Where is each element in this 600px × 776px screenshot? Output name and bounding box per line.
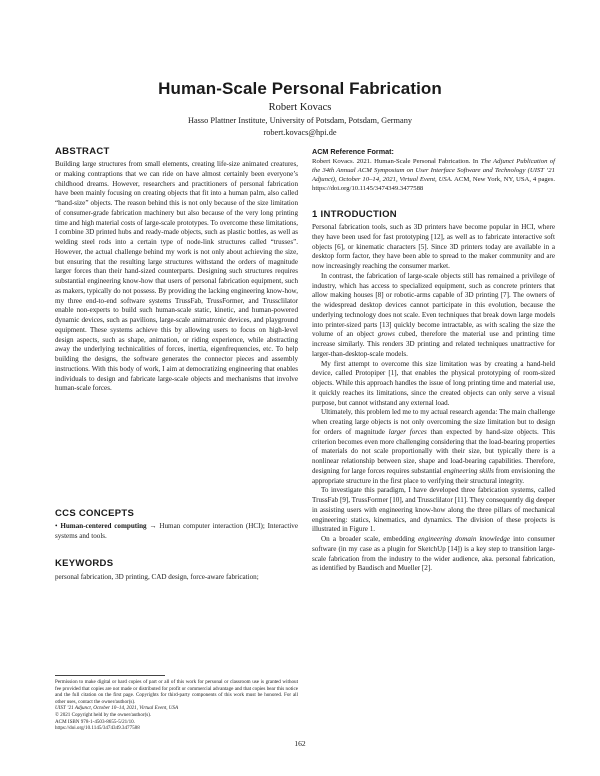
intro-paragraph-5: To investigate this paradigm, I have developed three fabrication systems, called TrussFab [9], TrussFormer [10], and Trussclilator [11]. They consequently dig deeper in assisting users with engineering know-how along the three pillars of mechanical engineering: statics, kinematics, and dynamics. The division of these projects is illustrated in Figure 1. bbox=[312, 486, 555, 534]
ccs-concepts bbox=[55, 522, 298, 542]
acm-reference-body bbox=[312, 158, 555, 194]
keywords-body bbox=[55, 573, 298, 583]
permission-footnote bbox=[55, 679, 298, 732]
intro-paragraph-4: Ultimately, this problem led me to my actual research agenda: The main challenge when creating large objects is not only overcoming the size limitation but to design for orders of magnitude larger forces than expected by hand-size objects. This criterion becomes even more challenging considering that the load-bearing properties of materials do not scale proportionally with their size, but typically there is a nonlinear relationship between size, shape and load-bearing capabilities. Therefore, designing for large forces requires substantial engineering skills from envisioning the appropriate structure in the first place to verifying their structural integrity. bbox=[312, 408, 555, 485]
keywords-text: personal fabrication, 3D printing, CAD design, force-aware fabrication; bbox=[55, 573, 259, 581]
ccs-concept-main: Human-centered computing bbox=[60, 522, 147, 530]
intro-paragraph-2: In contrast, the fabrication of large-scale objects still has remained a privilege of industry, which has access to specialized equipment, such as concrete printers that allow making houses [8] or robotic-arms capable of 3D printing [7]. The owners of the widespread desktop devices cannot participate in this evolution, because the underlying technology does not scale. Even techniques that break down large models into printer-sized parts [13] quickly become intractable, as with scaling the size the volume of an object grows cubed, therefore the material use and printing time increase similarly. This renders 3D printing and related techniques unattractive for larger-than-desktop-scale models. bbox=[312, 271, 556, 358]
introduction-heading: 1 INTRODUCTION bbox=[312, 209, 397, 220]
venue-text: UIST ’21 Adjunct, October 10–14, 2021, Virtual Event, USA bbox=[55, 705, 179, 712]
isbn-text: ACM ISBN 978-1-4503-8655-5/21/10. bbox=[55, 718, 135, 725]
intro-paragraph-1: Personal fabrication tools, such as 3D printers have become popular in HCI, where they have been used for fast prototyping [12], as well as to fabricate interactive soft objects [6], or kinematic characters [5]. Since 3D printers today are available in a desktop form factor, they have been able to spread to the maker community and are now increasingly reaching the consumer market. bbox=[312, 223, 555, 270]
author-name: Robert Kovacs bbox=[268, 102, 332, 113]
abstract-text: Building large structures from small elements, creating life-size animated creatures, or making contraptions that we can ride on have almost certainly been everyone’s childhood dreams. However, researchers and practitioners of personal fabrication have been mainly focusing on creating objects that fit into a human palm, also called “hand-size” objects. The reason behind this is not only because of the size limitation of consumer-grade fabrication machinery but also because of the very long printing time and high material costs of large-scale prototypes. To overcome these limitations, I combine 3D printed hubs and ready-made objects, such as plastic bottles, as well as welding steel rods into a certain type of node-link structures called “trusses”. However, the actual challenge behind my work is not only about achieving the size, but ensuring that the resulting large structures withstand the orders of magnitude larger forces than their hand-sized counterparts. Designing such structures requires substantial engineering know-how that users of personal fabrication equipment, such as makers, typically do not possess. By providing the lacking engineering know-how, my three end-to-end software systems TrussFab, TrussFormer, and Trussclilator enable non-experts to build such human-scale static, kinetic, and human-powered dynamic devices, such as pavilions, large-scale animatronic devices, and playground equipment. These systems achieve this by allowing users to focus on high-level design aspects, such as shape, animation, or riding experience, while abstracting away the underlying technicalities of forces, inertia, eigenfrequencies, etc. To help building the designs, the software generates the connector pieces and assembly instructions. With this body of work, I aim at democratizing engineering that enables individuals to design and fabricate large-scale objects and mechanisms that involve human-scale forces. bbox=[55, 160, 298, 393]
acm-reference-text: Robert Kovacs. 2021. Human-Scale Personal Fabrication. In bbox=[312, 158, 481, 165]
doi-link[interactable]: https://doi.org/10.1145/3474349.3477588 bbox=[55, 725, 140, 732]
page-number: 162 bbox=[294, 739, 306, 748]
abstract-heading: ABSTRACT bbox=[55, 146, 110, 157]
author-affiliation: Hasso Plattner Institute, University of Potsdam, Potsdam, Germany bbox=[188, 116, 412, 125]
footnote-divider bbox=[55, 675, 165, 676]
permission-text: Permission to make digital or hard copies of part or all of this work for personal or classroom use is granted without fee provided that copies are not made or distributed for profit or commercial advantage and that copies bear this notice and the full citation on the first page. Copyrights for third-party components of this work must be honored. For all other uses, contact the owner/author(s). bbox=[55, 679, 298, 705]
intro-paragraph-6: On a broader scale, embedding engineering domain knowledge into consumer software (in my case as a plugin for SketchUp [14]) is a key step to transition large-scale fabrication from the industry to the wider audience, aka. personal fabrication, as identified by Baudisch and Mueller [2]. bbox=[312, 535, 555, 573]
ccs-concept-rest: Human computer interaction (HCI); Interactive systems and tools. bbox=[55, 522, 298, 540]
acm-reference-doi[interactable]: ACM, New York, NY, USA, 4 pages. https://doi.org/10.1145/3474349.3477588 bbox=[312, 175, 556, 192]
intro-paragraph-3: My first attempt to overcome this size limitation was by creating a hand-held device, called Protopiper [1], that enables the physical prototyping of room-sized objects. While this approach handles the issue of long printing time and material use, it quickly reaches its limitations, since the created objects can only serve a visual purpose, but cannot withstand any external load. bbox=[312, 359, 555, 407]
abstract-body bbox=[55, 160, 298, 394]
author-email: robert.kovacs@hpi.de bbox=[263, 128, 337, 137]
copyright-text: © 2021 Copyright held by the owner/author(s). bbox=[55, 711, 152, 718]
introduction-body bbox=[312, 223, 555, 574]
acm-reference-venue: The Adjunct Publication of the 34th Annual ACM Symposium on User Interface Software and Technology (UIST ’21 Adjunct), October 10–14, 2021, Virtual Event, USA. bbox=[312, 158, 555, 183]
ccs-bullet: • bbox=[55, 522, 58, 530]
ccs-arrow: → bbox=[149, 522, 157, 530]
ccs-heading: CCS CONCEPTS bbox=[55, 508, 135, 519]
paper-title: Human-Scale Personal Fabrication bbox=[158, 79, 442, 98]
keywords-heading: KEYWORDS bbox=[55, 558, 114, 569]
acm-reference-heading: ACM Reference Format: bbox=[312, 147, 394, 156]
